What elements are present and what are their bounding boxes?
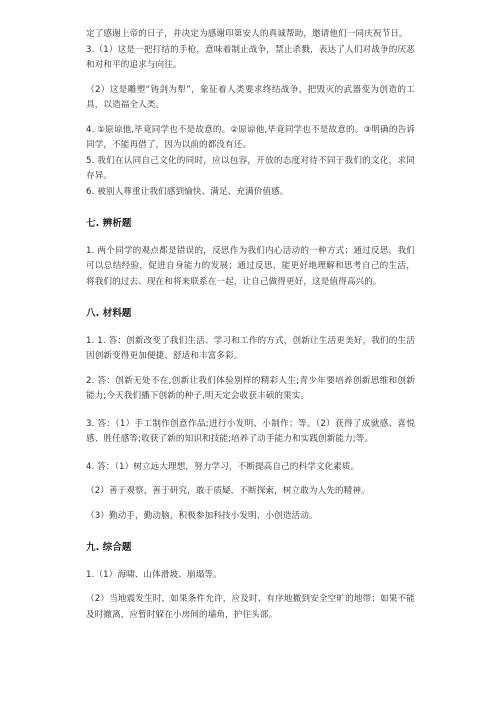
paragraph-sword-to-plough: （2）这是雕塑“铸剑为犁”，象征着人类要求终结战争，把毁灭的武器变为创造的工具，以造福全人类。	[86, 84, 415, 110]
paragraph-festival: 定了感谢上帝的日子，并决定为感谢印第安人的真诚帮助，邀请他们一同庆祝节日。	[86, 29, 408, 39]
paragraph-answer-2: 2. 答：创新无处不在,创新让我们体验别样的精彩人生;青少年要培养创新思维和创新能力;今天我们播下创新的种子,明天定会收获丰硕的果实。	[86, 375, 415, 401]
paragraph-forgive: 4. ①原谅他,毕竟同学也不是故意的。②原谅他,毕竟同学也不是故意的。③明确的告诉同学，不能再借了，因为以前的都没有还。	[86, 124, 415, 150]
paragraph-answer-3: 3. 答：（1）手工制作创意作品;进行小发明、小制作；等。（2）获得了成就感、喜悦感、胜任感等;收获了新的知识和技能;培养了动手能力和实践创新能力;等。	[86, 418, 415, 444]
paragraph-respect: 6. 被别人尊重让我们感到愉快、满足、充满价值感。	[86, 186, 289, 197]
paragraph-culture: 5. 我们在认同自己文化的同时，应以包容，开放的态度对待不同于我们的文化，求同存异。	[86, 155, 415, 181]
paragraph-earthquake: （2）当地震发生时，如果条件允许，应及时、有序地撤到安全空旷的地带；如果不能及时撤离，应暂时躲在小房间的墙角，护住头部。	[86, 594, 415, 620]
section-heading-comprehensive: 九. 综合题	[86, 542, 132, 553]
paragraph-answer-1: 1. 1. 答：创新改变了我们生活、学习和工作的方式，创新让生活更美好，我们的生活因创新变得更加便捷、舒适和丰富多彩。	[86, 335, 415, 361]
paragraph-answer-4-2: （2）善于观察，善于研究，敢于质疑，不断探索，树立敢为人先的精神。	[86, 486, 370, 496]
paragraph-answer-4-3: （3）勤动手，勤动脑，积极参加科技小发明、小创造活动。	[86, 510, 318, 521]
paragraph-knotted-gun: 3.（1）这是一把打结的手枪，意味着制止战争，禁止杀戮，表达了人们对战争的厌恶和对和平的追求与向往。	[86, 44, 415, 70]
paragraph-reflection: 1. 两个同学的观点都是错误的，反思作为我们内心活动的一种方式；通过反思，我们可以总结经验，促进自身能力的发展；通过反思，能更好地理解和思考自己的生活，将我们的过去、现在和将来联系在一起，让自己做得更好，这是值得高兴的。	[86, 245, 415, 287]
section-heading-material: 八. 材料题	[86, 308, 132, 319]
paragraph-disasters: 1.（1）海啸、山体滑坡、崩塌等。	[86, 569, 222, 580]
section-heading-analysis: 七. 辨析题	[86, 218, 132, 229]
paragraph-answer-4: 4. 答：（1）树立远大理想，努力学习，不断提高自己的科学文化素质。	[86, 461, 360, 472]
